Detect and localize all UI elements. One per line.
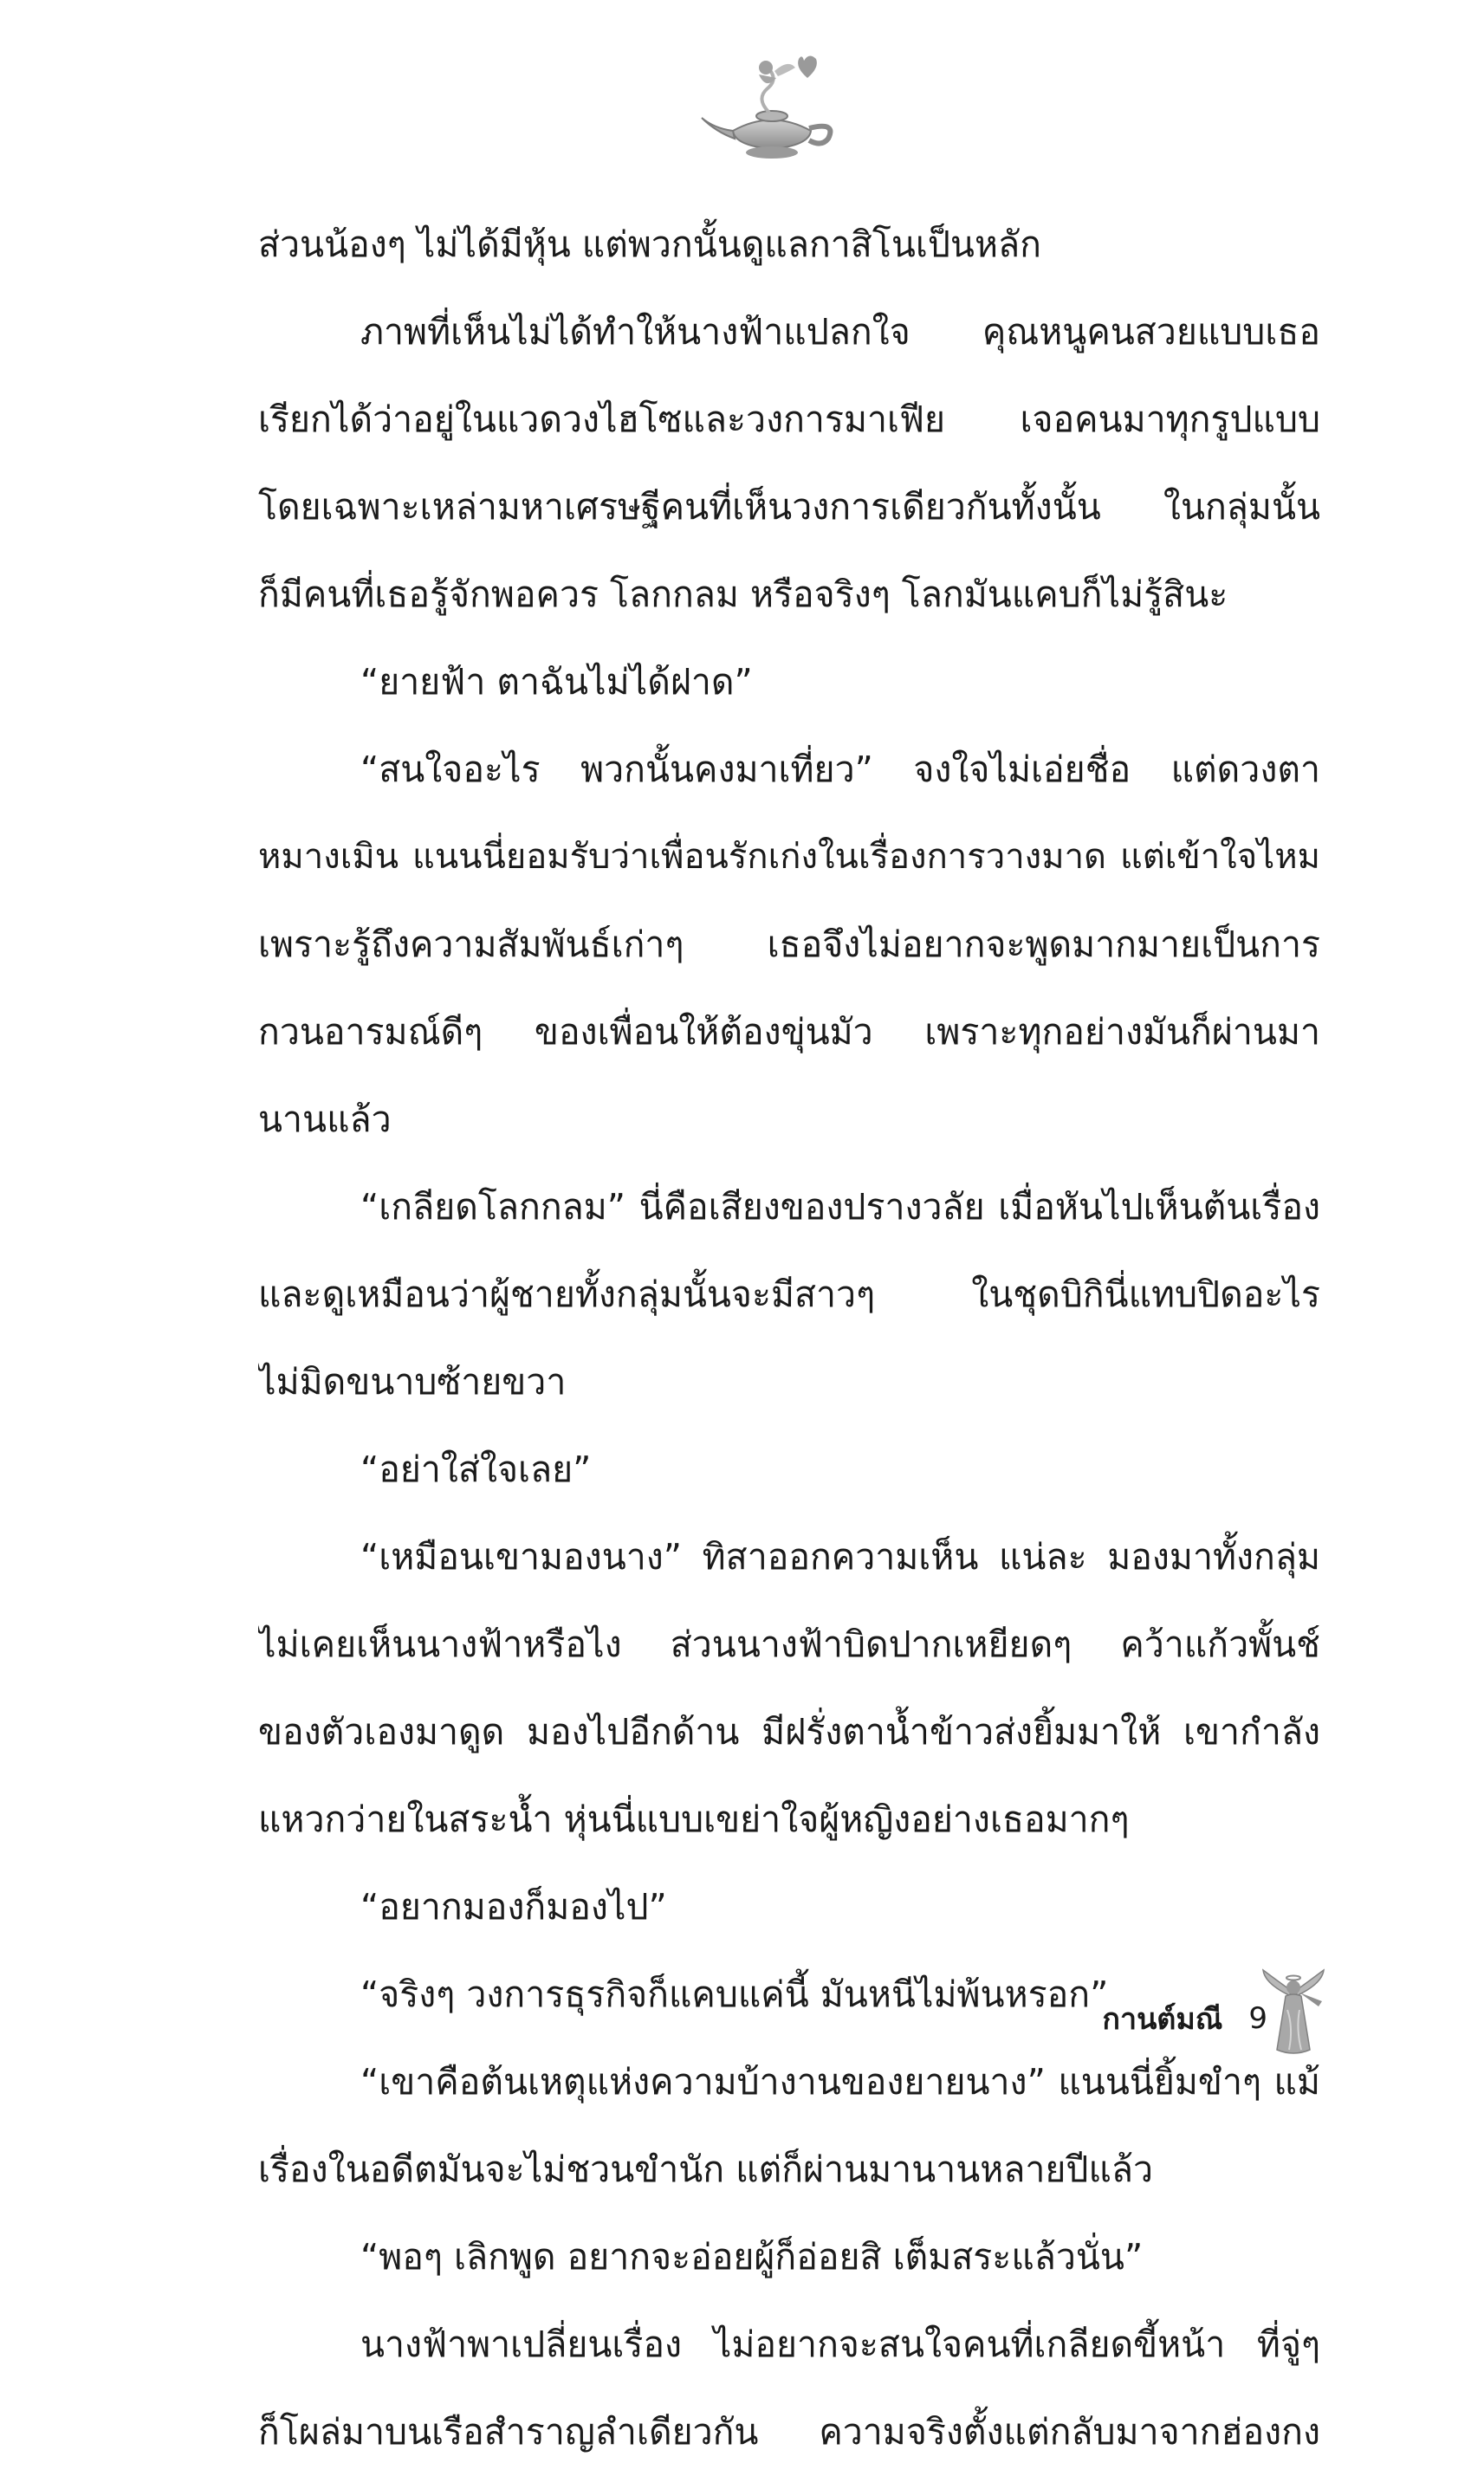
text-line: “เหมือนเขามองนาง” ทิสาออกความเห็น แน่ละ มองมาทั้งกลุ่ม bbox=[360, 1536, 1320, 1578]
text-line: เรื่องในอดีตมันจะไม่ชวนขำนัก แต่ก็ผ่านมานานหลายปีแล้ว bbox=[258, 2149, 1154, 2190]
text-line: กวนอารมณ์ดีๆ ของเพื่อนให้ต้องขุ่นมัว เพราะทุกอย่างมันก็ผ่านมา bbox=[258, 1011, 1320, 1053]
body-text bbox=[258, 201, 1320, 2476]
text-line: หมางเมิน แนนนี่ยอมรับว่าเพื่อนรักเก่งในเรื่องการวางมาด แต่เข้าใจไหม bbox=[258, 837, 1320, 877]
page-footer bbox=[1102, 1984, 1267, 2053]
page-number: 9 bbox=[1248, 2001, 1267, 2036]
text-line: ส่วนน้องๆ ไม่ได้มีหุ้น แต่พวกนั้นดูแลกาสิโนเป็นหลัก bbox=[258, 224, 1041, 265]
text-line: และดูเหมือนว่าผู้ชายทั้งกลุ่มนั้นจะมีสาวๆ ในชุดบิกินี่แทบปิดอะไร bbox=[258, 1274, 1320, 1315]
text-line: “พอๆ เลิกพูด อยากจะอ่อยผู้ก็อ่อยสิ เต็มสระแล้วนั่น” bbox=[360, 2236, 1144, 2278]
text-line: เรียกได้ว่าอยู่ในแวดวงไฮโซและวงการมาเฟีย เจอคนมาทุกรูปแบบ bbox=[258, 399, 1320, 440]
text-line: นางฟ้าพาเปลี่ยนเรื่อง ไม่อยากจะสนใจคนที่เกลียดขี้หน้า ที่จู่ๆ bbox=[360, 2324, 1320, 2365]
text-line: ไม่มิดขนาบซ้ายขวา bbox=[258, 1361, 567, 1403]
text-line: ภาพที่เห็นไม่ได้ทำให้นางฟ้าแปลกใจ คุณหนูคนสวยแบบเธอ bbox=[360, 311, 1320, 353]
text-line: “เขาคือต้นเหตุแห่งความบ้างานของยายนาง” แนนนี่ยิ้มขำๆ แม้ bbox=[360, 2061, 1320, 2103]
text-line: ก็โผล่มาบนเรือสำราญลำเดียวกัน ความจริงตั้งแต่กลับมาจากฮ่องกง bbox=[258, 2411, 1320, 2453]
text-line: ของตัวเองมาดูด มองไปอีกด้าน มีฝรั่งตาน้ำข้าวส่งยิ้มมาให้ เขากำลัง bbox=[258, 1711, 1320, 1753]
text-line: “อย่าใส่ใจเลย” bbox=[360, 1449, 592, 1490]
genie-lamp-cupid-icon bbox=[698, 49, 846, 170]
text-line: “ยายฟ้า ตาฉันไม่ได้ฝาด” bbox=[360, 661, 753, 703]
text-line: “จริงๆ วงการธุรกิจก็แคบแค่นี้ มันหนีไม่พ้นหรอก” bbox=[360, 1974, 1109, 2015]
text-line: ไม่เคยเห็นนางฟ้าหรือไง ส่วนนางฟ้าบิดปากเหยียดๆ คว้าแก้วพั้นช์ bbox=[258, 1624, 1320, 1665]
text-line: โดยเฉพาะเหล่ามหาเศรษฐีคนที่เห็นวงการเดียวกันทั้งนั้น ในกลุ่มนั้น bbox=[258, 486, 1320, 528]
book-title: กานต์มณี bbox=[1102, 2002, 1223, 2037]
text-line: ก็มีคนที่เธอรู้จักพอควร โลกกลม หรือจริงๆ โลกมันแคบก็ไม่รู้สินะ bbox=[258, 574, 1228, 615]
text-line: นานแล้ว bbox=[258, 1099, 392, 1140]
text-line: แหวกว่ายในสระน้ำ หุ่นนี่แบบเขย่าใจผู้หญิงอย่างเธอมากๆ bbox=[258, 1799, 1130, 1840]
angel-icon bbox=[1261, 1967, 1325, 2057]
text-line: เพราะรู้ถึงความสัมพันธ์เก่าๆ เธอจึงไม่อยากจะพูดมากมายเป็นการ bbox=[258, 924, 1320, 965]
text-line: “เกลียดโลกกลม” นี่คือเสียงของปรางวลัย เมื่อหันไปเห็นต้นเรื่อง bbox=[360, 1186, 1320, 1228]
text-line: “สนใจอะไร พวกนั้นคงมาเที่ยว” จงใจไม่เอ่ยชื่อ แต่ดวงตา bbox=[360, 749, 1320, 790]
text-line: “อยากมองก็มองไป” bbox=[360, 1886, 667, 1928]
